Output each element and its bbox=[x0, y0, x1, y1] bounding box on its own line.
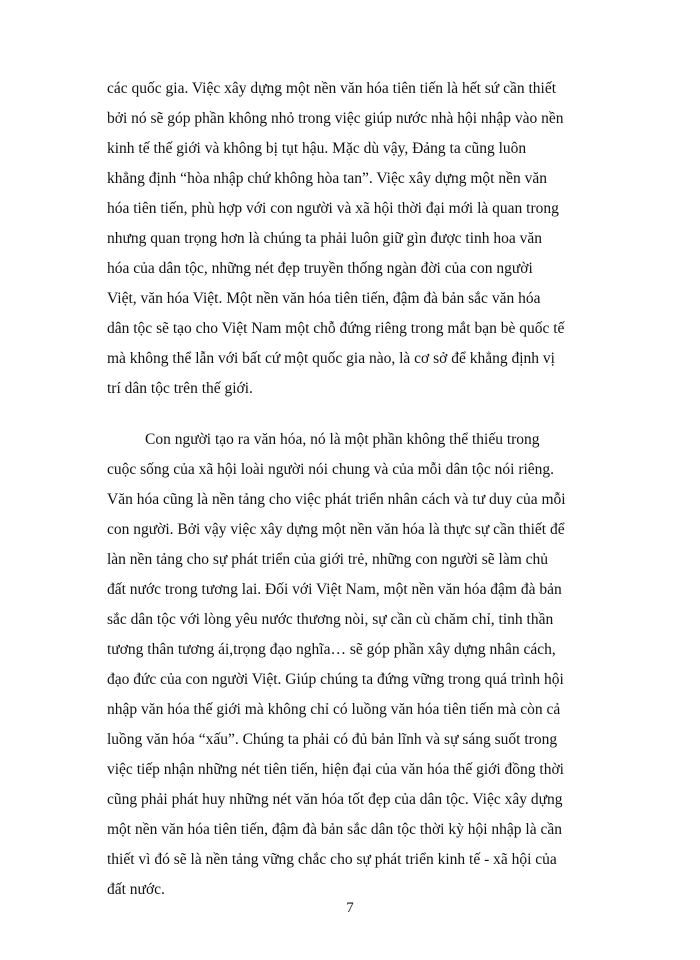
text-line: luồng văn hóa “xấu”. Chúng ta phải có đủ bản lĩnh và sự sáng suốt trong bbox=[107, 731, 558, 748]
text-line: hóa của dân tộc, những nét đẹp truyền thống ngàn đời của con người bbox=[107, 260, 533, 277]
text-line: trí dân tộc trên thế giới. bbox=[107, 380, 253, 397]
page-number: 7 bbox=[346, 900, 354, 916]
text-line: đất nước. bbox=[107, 881, 165, 898]
text-line: thiết vì đó sẽ là nền tảng vững chắc cho sự phát triển kinh tế - xã hội của bbox=[107, 851, 557, 868]
text-line: việc tiếp nhận những nét tiên tiến, hiện đại của văn hóa thế giới đồng thời bbox=[107, 761, 564, 778]
body-text bbox=[107, 74, 597, 905]
paragraph-1 bbox=[107, 74, 597, 404]
text-line: con người. Bởi vậy việc xây dựng một nền văn hóa là thực sự cần thiết để bbox=[107, 521, 565, 538]
paragraph-spacer bbox=[107, 404, 597, 425]
paragraph-2 bbox=[107, 425, 597, 905]
text-line: cuộc sống của xã hội loài người nói chung và của mỗi dân tộc nói riêng. bbox=[107, 461, 555, 478]
text-line: đạo đức của con người Việt. Giúp chúng ta đứng vững trong quá trình hội bbox=[107, 671, 564, 688]
text-line: làn nền tảng cho sự phát triển của giới trẻ, những con người sẽ làm chủ bbox=[107, 551, 549, 568]
text-line: nhập văn hóa thế giới mà không chỉ có luồng văn hóa tiên tiến mà còn cả bbox=[107, 701, 561, 718]
text-line: mà không thể lẫn với bất cứ một quốc gia nào, là cơ sở để khẳng định vị bbox=[107, 350, 555, 367]
text-line: tương thân tương ái,trọng đạo nghĩa… sẽ góp phần xây dựng nhân cách, bbox=[107, 641, 556, 658]
text-line: một nền văn hóa tiên tiến, đậm đà bản sắc dân tộc thời kỳ hội nhập là cần bbox=[107, 821, 562, 838]
text-line: dân tộc sẽ tạo cho Việt Nam một chỗ đứng riêng trong mắt bạn bè quốc tế bbox=[107, 320, 565, 337]
text-line: khẳng định “hòa nhập chứ không hòa tan”. Việc xây dựng một nền văn bbox=[107, 170, 548, 187]
text-line: hóa tiên tiến, phù hợp với con người và xã hội thời đại mới là quan trong bbox=[107, 200, 559, 217]
text-line: nhưng quan trọng hơn là chúng ta phải luôn giữ gìn được tinh hoa văn bbox=[107, 230, 543, 247]
text-line: bởi nó sẽ góp phần không nhỏ trong việc giúp nước nhà hội nhập vào nền bbox=[107, 110, 564, 127]
text-line: Văn hóa cũng là nền tảng cho việc phát triển nhân cách và tư duy của mỗi bbox=[107, 491, 566, 508]
text-line: kinh tế thế giới và không bị tụt hậu. Mặc dù vậy, Đảng ta cũng luôn bbox=[107, 140, 527, 157]
text-line: các quốc gia. Việc xây dựng một nền văn hóa tiên tiến là hết sứ cần thiết bbox=[107, 80, 557, 97]
text-line: cũng phải phát huy những nét văn hóa tốt đẹp của dân tộc. Việc xây dựng bbox=[107, 791, 563, 808]
text-line: sắc dân tộc với lòng yêu nước thương nòi, sự cần cù chăm chỉ, tinh thần bbox=[107, 611, 554, 628]
text-line-indented: Con người tạo ra văn hóa, nó là một phần không thể thiếu trong bbox=[145, 431, 540, 448]
text-line: đất nước trong tương lai. Đối với Việt Nam, một nền văn hóa đậm đà bản bbox=[107, 581, 562, 598]
text-line: Việt, văn hóa Việt. Một nền văn hóa tiên tiến, đậm đà bản sắc văn hóa bbox=[107, 290, 541, 307]
